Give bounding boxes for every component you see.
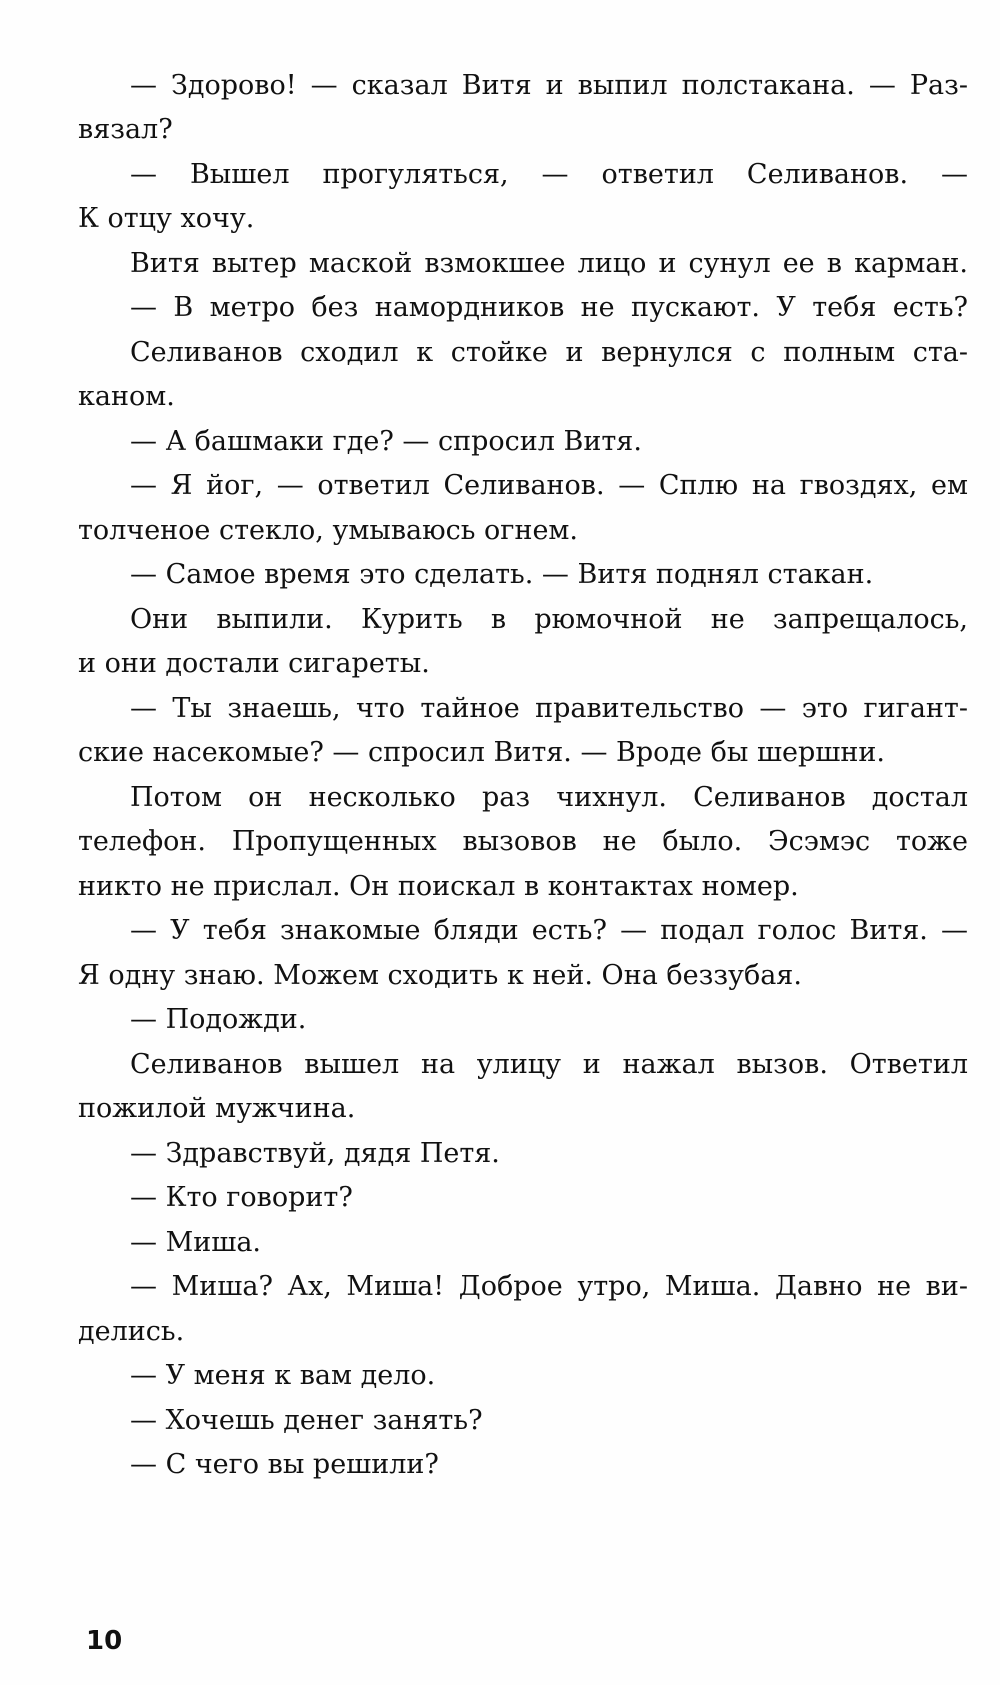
- text-line: К отцу хочу.: [78, 203, 255, 234]
- page-number: 10: [86, 1626, 123, 1656]
- text-line: — А башмаки где? — спросил Витя.: [130, 426, 642, 457]
- text-line: — У меня к вам дело.: [130, 1360, 436, 1391]
- text-line: никто не прислал. Он поискал в контактах номер.: [78, 871, 799, 902]
- text-line: — Я йог, — ответил Селиванов. — Сплю на гвоздях, ем: [130, 470, 968, 501]
- text-line: пожилой мужчина.: [78, 1093, 356, 1124]
- text-line: — Миша? Ах, Миша! Доброе утро, Миша. Давно не ви-: [130, 1271, 968, 1302]
- text-line: и они достали сигареты.: [78, 648, 430, 679]
- text-line: ские насекомые? — спросил Витя. — Вроде бы шершни.: [78, 737, 885, 768]
- text-line: Селиванов сходил к стойке и вернулся с полным ста-: [130, 337, 968, 368]
- text-line: — С чего вы решили?: [130, 1449, 439, 1480]
- text-line: Я одну знаю. Можем сходить к ней. Она беззубая.: [78, 960, 802, 991]
- text-line: Витя вытер маской взмокшее лицо и сунул ее в карман.: [130, 248, 968, 279]
- text-line: Потом он несколько раз чихнул. Селиванов достал: [130, 782, 968, 813]
- text-line: — В метро без намордников не пускают. У тебя есть?: [130, 292, 968, 323]
- text-line: — Ты знаешь, что тайное правительство — это гигант-: [130, 693, 968, 724]
- text-line: — Миша.: [130, 1227, 262, 1258]
- text-line: толченое стекло, умываюсь огнем.: [78, 515, 579, 546]
- text-line: — Самое время это сделать. — Витя поднял стакан.: [130, 559, 874, 590]
- text-line: делись.: [78, 1316, 185, 1347]
- text-line: — Хочешь денег занять?: [130, 1405, 483, 1436]
- text-line: Они выпили. Курить в рюмочной не запрещалось,: [130, 604, 968, 635]
- text-line: — Кто говорит?: [130, 1182, 353, 1213]
- text-line: — Здорово! — сказал Витя и выпил полстакана. — Раз-: [130, 70, 968, 101]
- text-line: Селиванов вышел на улицу и нажал вызов. Ответил: [130, 1049, 968, 1080]
- text-line: — У тебя знакомые бляди есть? — подал голос Витя. —: [130, 915, 968, 946]
- text-line: — Вышел прогуляться, — ответил Селиванов. —: [130, 159, 968, 190]
- text-line: телефон. Пропущенных вызовов не было. Эсэмэс тоже: [78, 826, 968, 857]
- text-line: — Здравствуй, дядя Петя.: [130, 1138, 500, 1169]
- text-line: каном.: [78, 381, 175, 412]
- text-line: вязал?: [78, 114, 173, 145]
- text-line: — Подожди.: [130, 1004, 307, 1035]
